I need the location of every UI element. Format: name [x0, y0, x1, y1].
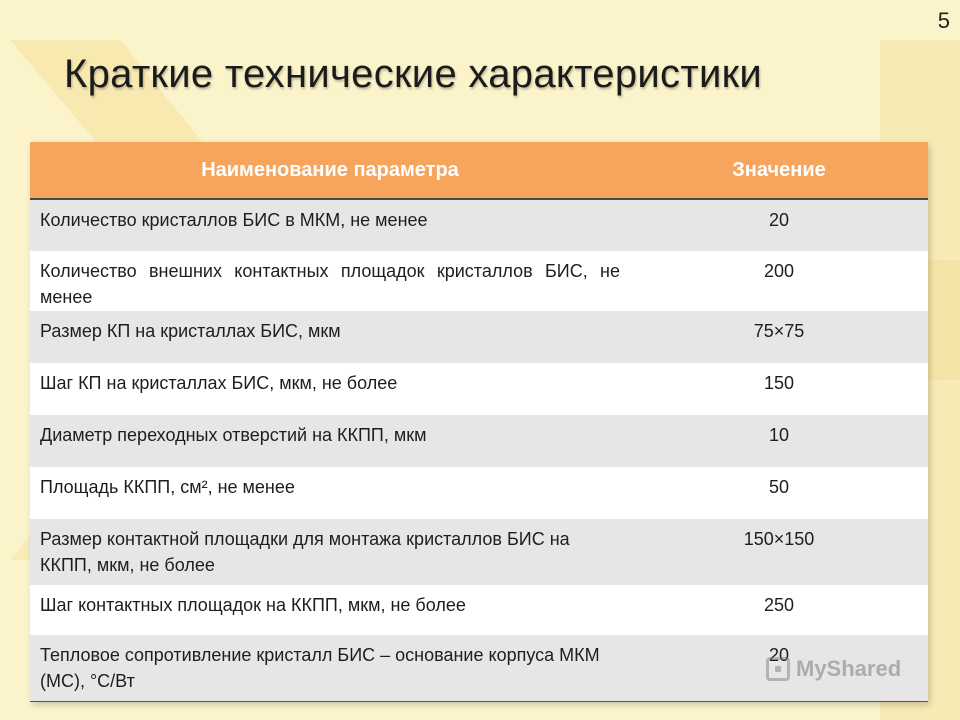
parameter-name: Размер КП на кристаллах БИС, мкм — [30, 311, 630, 363]
slide-title: Краткие технические характеристики — [64, 52, 763, 96]
parameter-value: 150 — [630, 363, 928, 415]
table-row — [30, 467, 928, 519]
parameter-name: Размер контактной площадки для монтажа кристаллов БИС на ККПП, мкм, не более — [30, 519, 630, 585]
myshared-logo-icon — [766, 657, 790, 681]
parameter-name: Тепловое сопротивление кристалл БИС – основание корпуса МКМ (МС), °С/Вт — [30, 635, 630, 701]
specifications-table — [30, 142, 928, 702]
parameter-name: Шаг КП на кристаллах БИС, мкм, не более — [30, 363, 630, 415]
watermark-text: MyShared — [796, 656, 902, 681]
parameter-value: 50 — [630, 467, 928, 519]
parameter-name: Количество кристаллов БИС в МКМ, не менее — [30, 199, 630, 251]
table-row — [30, 585, 928, 635]
myshared-watermark — [766, 656, 901, 682]
parameter-name: Площадь ККПП, см², не менее — [30, 467, 630, 519]
slide-number: 5 — [937, 8, 950, 33]
table-row — [30, 415, 928, 467]
table-row — [30, 363, 928, 415]
table-row — [30, 251, 928, 311]
parameter-name: Диаметр переходных отверстий на ККПП, мкм — [30, 415, 630, 467]
parameter-value: 10 — [630, 415, 928, 467]
table-row — [30, 519, 928, 585]
table-row — [30, 199, 928, 251]
parameter-value: 20 — [630, 199, 928, 251]
parameter-value: 200 — [630, 251, 928, 311]
column-header-parameter: Наименование параметра — [30, 142, 630, 199]
parameter-value: 20 — [630, 635, 928, 701]
table-header-row — [30, 142, 928, 199]
column-header-value: Значение — [630, 142, 928, 199]
table-row — [30, 311, 928, 363]
parameter-value: 150×150 — [630, 519, 928, 585]
parameter-value: 75×75 — [630, 311, 928, 363]
parameter-value: 250 — [630, 585, 928, 635]
parameter-name: Шаг контактных площадок на ККПП, мкм, не более — [30, 585, 630, 635]
parameter-name: Количество внешних контактных площадок кристаллов БИС, не менее — [30, 251, 630, 311]
